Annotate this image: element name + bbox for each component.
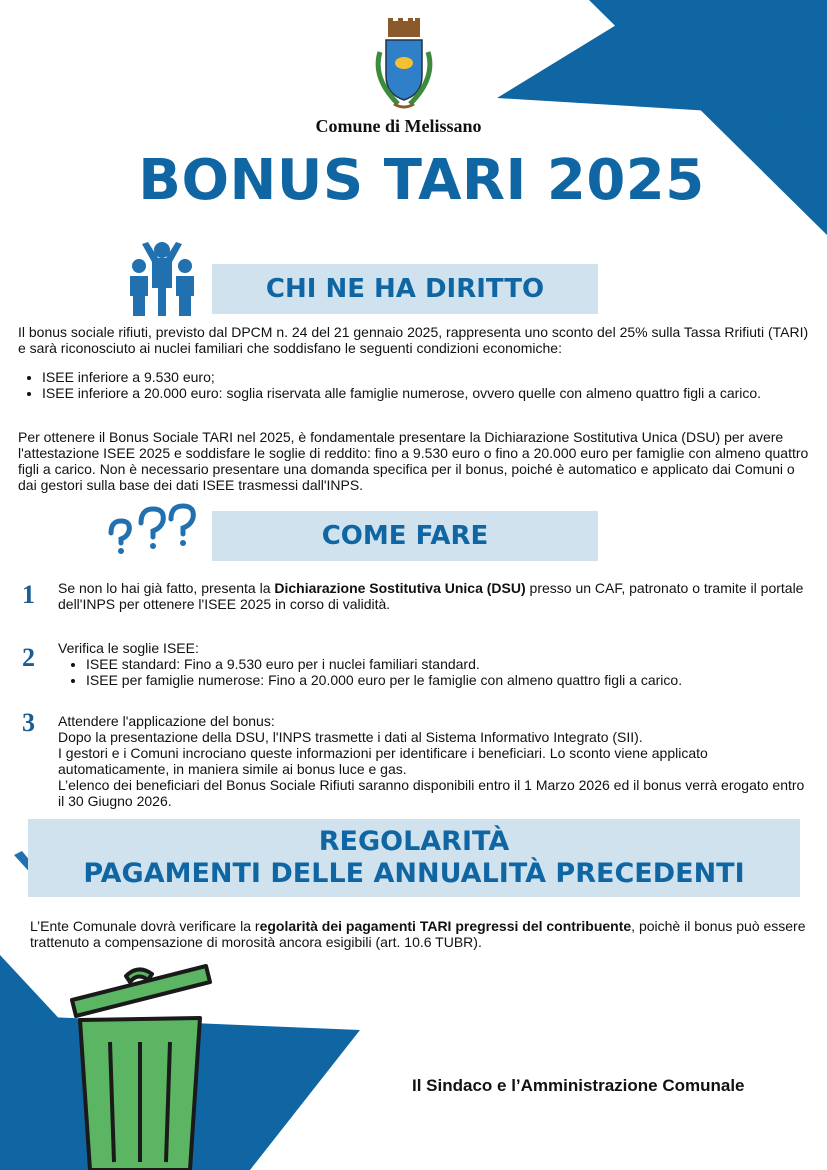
section-heading-who: CHI NE HA DIRITTO xyxy=(212,264,598,314)
list-item: • ISEE inferiore a 9.530 euro; xyxy=(42,369,827,385)
details-paragraph: Per ottenere il Bonus Sociale TARI nel 2025, è fondamentale presentare la Dichiarazione Sostitutiva Unica (DSU) per avere l'attestazione ISEE 2025 e soddisfare le soglie di reddito: fino a 9.530 euro o fino a 20.000 euro per famiglie con almeno quattro figli a carico. Non è necessario presentare una domanda specifica per il bonus, poiché è automatico e applicato dai Comuni o dai gestori sulla base dei dati ISEE trasmessi dall'INPS. xyxy=(18,429,809,493)
section-heading-regularity: REGOLARITÀ PAGAMENTI DELLE ANNUALITÀ PRECEDENTI xyxy=(28,819,800,897)
people-icon xyxy=(128,240,196,316)
signature: Il Sindaco e l’Amministrazione Comunale xyxy=(412,1076,745,1095)
municipality-name: Comune di Melissano xyxy=(315,116,482,136)
intro-paragraph: Il bonus sociale rifiuti, previsto dal DPCM n. 24 del 21 gennaio 2025, rappresenta uno sconto del 25% sulla Tassa Rrifiuti (TARI) e sarà riconosciuto ai nuclei familiari che soddisfano le seguenti condizioni economiche: xyxy=(18,324,809,356)
step-1-text: Se non lo hai già fatto, presenta la Dichiarazione Sostitutiva Unica (DSU) presso un CAF, patronato o tramite il portale dell'INPS per ottenere l'ISEE 2025 in corso di validità. xyxy=(58,580,804,612)
section-heading-how: COME FARE xyxy=(212,511,598,561)
step-2-text: Verifica le soglie ISEE: • ISEE standard: Fino a 9.530 euro per i nuclei familiari standard. • ISEE per famiglie numerose: Fino a 20.000 euro per le famiglie con almeno quattro figli a carico. xyxy=(58,640,808,688)
step-number: 2 xyxy=(22,643,35,672)
list-item: • ISEE per famiglie numerose: Fino a 20.000 euro per le famiglie con almeno quattro figli a carico. xyxy=(86,672,808,688)
step-3-text: Attendere l'applicazione del bonus: Dopo la presentazione della DSU, l'INPS trasmette i dati al Sistema Informativo Integrato (SII). I gestori e i Comuni incrociano queste informazioni per identificare i beneficiari. Lo sconto viene applicato automaticamente, in maniera simile ai bonus luce e gas. L’elenco dei beneficiari del Bonus Sociale Rifiuti saranno disponibili entro il 1 Marzo 2026 ed il bonus verrà erogato entro il 30 Giugno 2026. xyxy=(58,713,805,809)
list-item: • ISEE standard: Fino a 9.530 euro per i nuclei familiari standard. xyxy=(86,656,808,672)
page-title: BONUS TARI 2025 xyxy=(138,148,705,213)
question-marks-icon xyxy=(105,503,200,558)
conditions-list xyxy=(22,369,827,401)
trash-bin-icon xyxy=(68,962,218,1170)
list-item: • ISEE inferiore a 20.000 euro: soglia riservata alle famiglie numerose, ovvero quelle con almeno quattro figli a carico. xyxy=(42,385,827,401)
step-number: 3 xyxy=(22,708,35,737)
crest-icon xyxy=(368,18,440,113)
step-number: 1 xyxy=(22,580,35,609)
regularity-paragraph: L’Ente Comunale dovrà verificare la regolarità dei pagamenti TARI pregressi del contribuente, poichè il bonus può essere trattenuto a compensazione di morosità ancora esigibili (art. 10.6 TUBR). xyxy=(30,918,806,950)
